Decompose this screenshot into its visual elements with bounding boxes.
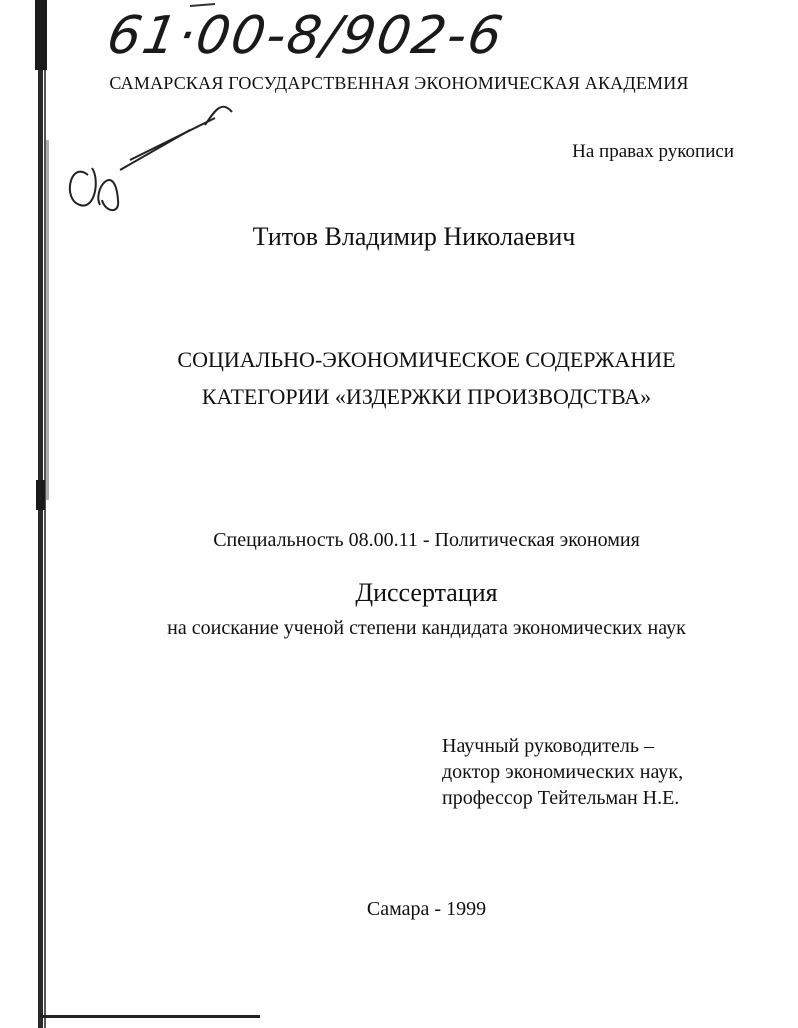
thesis-title-line-1: СОЦИАЛЬНО-ЭКОНОМИЧЕСКОЕ СОДЕРЖАНИЕ bbox=[177, 347, 676, 372]
binding-mid-mark bbox=[36, 480, 45, 510]
handwritten-stroke-3 bbox=[205, 107, 232, 125]
supervisor-line-3: профессор Тейтельман Н.Е. bbox=[442, 787, 680, 809]
binding-edge-shadow-2 bbox=[46, 140, 49, 500]
supervisor-line-1: Научный руководитель – bbox=[442, 735, 654, 757]
handwritten-archive-code: 61·00-8/902-6 bbox=[102, 6, 509, 66]
author-name: Титов Владимир Николаевич bbox=[252, 222, 576, 251]
binding-edge-shadow bbox=[44, 0, 46, 1028]
document-type: Диссертация bbox=[355, 578, 498, 607]
degree-statement: на соискание ученой степени кандидата экономических наук bbox=[167, 617, 686, 639]
academy-name: САМАРСКАЯ ГОСУДАРСТВЕННАЯ ЭКОНОМИЧЕСКАЯ АКАДЕМИЯ bbox=[109, 73, 689, 93]
bottom-edge-line bbox=[40, 1015, 260, 1018]
handwritten-stroke-2 bbox=[130, 118, 215, 160]
city-year: Самара - 1999 bbox=[366, 898, 487, 920]
manuscript-rights-note: На правах рукописи bbox=[572, 141, 734, 162]
specialty: Специальность 08.00.11 - Политическая экономия bbox=[213, 529, 640, 551]
binding-top-mark bbox=[35, 0, 47, 70]
binding-edge-line bbox=[38, 0, 43, 1028]
handwritten-scribble-2 bbox=[98, 180, 118, 210]
thesis-title-line-2: КАТЕГОРИИ «ИЗДЕРЖКИ ПРОИЗВОДСТВА» bbox=[201, 384, 652, 409]
handwritten-scribble-1 bbox=[70, 168, 96, 206]
supervisor-line-2: доктор экономических наук, bbox=[442, 761, 684, 783]
